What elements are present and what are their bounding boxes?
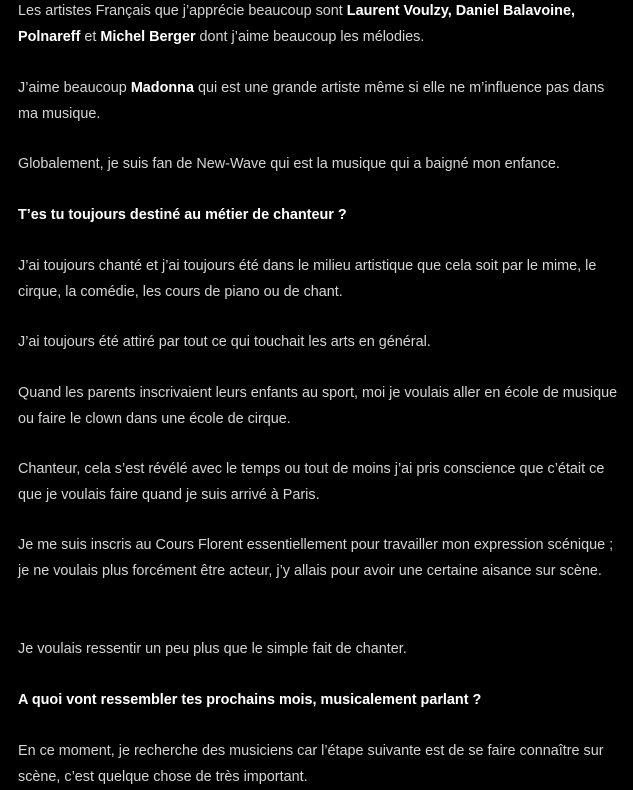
paragraph-text: qui est une grande artiste même si elle ne m’influence pas dans ma musique.: [18, 80, 605, 122]
artist-name-michel-berger: Michel Berger: [100, 29, 196, 45]
paragraph-madonna: [18, 75, 624, 127]
paragraph-favorite-french-artists: [18, 0, 624, 50]
artist-name-madonna: Madonna: [130, 80, 194, 96]
paragraph-singer-paris: Chanteur, cela s’est révélé avec le temps ou tout de moins j’ai pris conscience que c’était ce que je voulais faire quand je suis arrivé à Paris.: [18, 461, 605, 503]
paragraph-always-sang: J’ai toujours chanté et j’ai toujours été dans le milieu artistique que cela soit par le mime, le cirque, la comédie, les cours de piano ou de chant.: [18, 258, 597, 300]
paragraph-new-wave: Globalement, je suis fan de New-Wave qui est la musique qui a baigné mon enfance.: [18, 156, 560, 172]
paragraph-music-school: Quand les parents inscrivaient leurs enfants au sport, moi je voulais aller en école de musique ou faire le clown dans une école de cirque.: [18, 385, 618, 427]
artist-name-polnareff: Polnareff: [18, 29, 81, 45]
paragraph-feel-more: Je voulais ressentir un peu plus que le simple fait de chanter.: [18, 641, 407, 657]
interview-question-heading: T’es tu toujours destiné au métier de chanteur ?: [18, 207, 347, 223]
paragraph-text: J’aime beaucoup: [18, 80, 131, 96]
paragraph-looking-for-musicians: En ce moment, je recherche des musiciens car l’étape suivante est de se faire connaître sur scène, c’est quelque chose de très important.: [18, 743, 604, 785]
artist-names-strong: Laurent Voulzy, Daniel Balavoine,: [346, 3, 575, 19]
paragraph-attracted-arts: J’ai toujours été attiré par tout ce qui touchait les arts en général.: [18, 334, 431, 350]
paragraph-cours-florent: Je me suis inscris au Cours Florent essentiellement pour travailler mon expression scénique ; je ne voulais plus forcément être acteur, j’y allais pour avoir une certaine aisance sur scène.: [18, 537, 614, 579]
paragraph-text: dont j’aime beaucoup les mélodies.: [195, 29, 425, 45]
paragraph-text: Les artistes Français que j’apprécie beaucoup sont: [18, 3, 347, 19]
paragraph-text: et: [80, 29, 101, 45]
interview-question-heading: A quoi vont ressembler tes prochains mois, musicalement parlant ?: [18, 692, 482, 708]
